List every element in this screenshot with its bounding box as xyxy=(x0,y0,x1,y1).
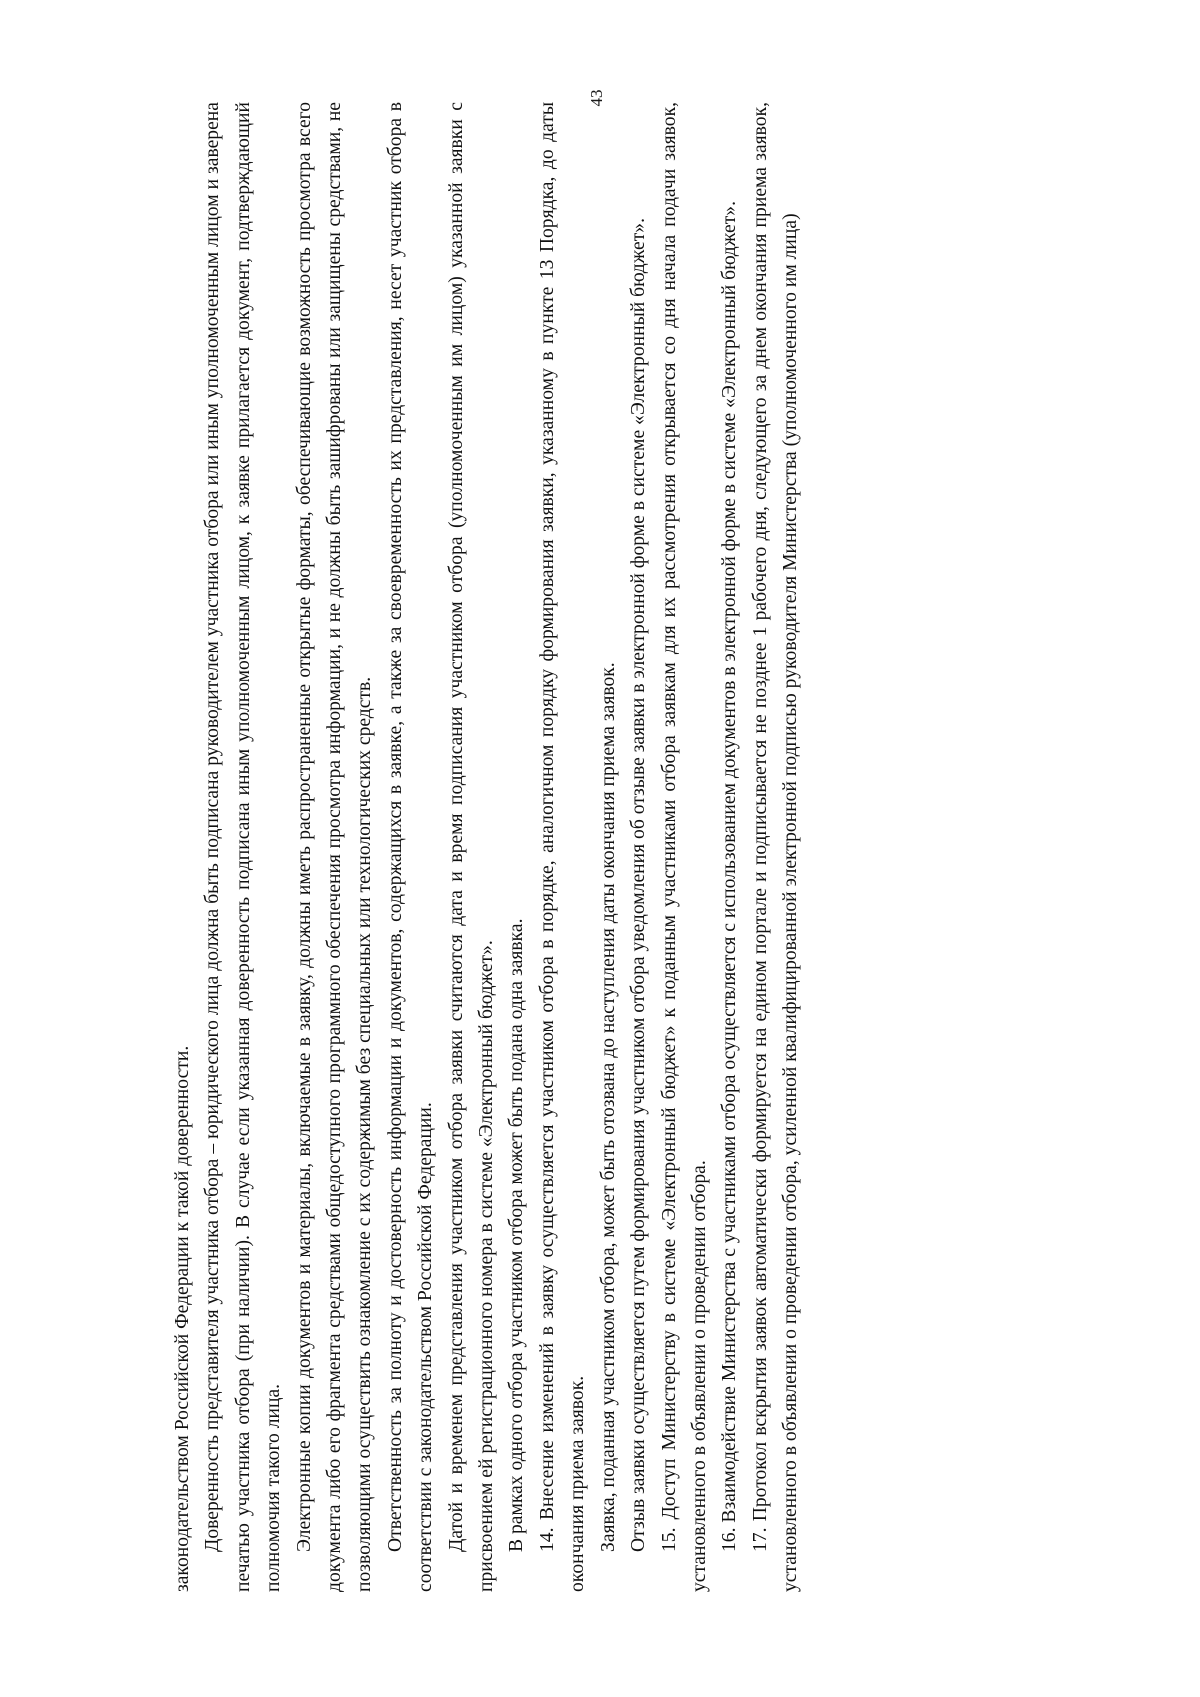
paragraph-item-16: 16. Взаимодействие Министерства с участниками отбора осуществляется с использованием документов в электронной форме в системе «Электронный бюджет». xyxy=(719,201,741,1552)
paragraph-continuation: законодательством Российской Федерации к такой доверенности. xyxy=(172,1045,193,1592)
rotated-text-block xyxy=(168,102,1018,1592)
document-body xyxy=(168,102,1018,1592)
paragraph-one-application: В рамках одного отбора участником отбора может быть подана одна заявка. xyxy=(506,918,528,1552)
paragraph-electronic-copies: Электронные копии документов и материалы, включаемые в заявку, должны иметь распространенные открытые форматы, обеспечивающие возможность просмотра всего документа либо его фрагмента средствами общедоступного программного обеспечения просмотра информации, и не должны быть зашифрованы или защищены средствами, не позволяющими осуществить ознакомление с их содержимым без специальных или технологических средств. xyxy=(293,102,376,1592)
paragraph-withdrawal-notice: Отзыв заявки осуществляется путем формирования участником отбора уведомления об отзыве заявки в электронной форме в системе «Электронный бюджет». xyxy=(628,218,650,1552)
paragraph-responsibility: Ответственность за полноту и достоверность информации и документов, содержащихся в заявке, а также за своевременность их представления, несет участник отбора в соответствии с законодательством Российской Федерации. xyxy=(384,102,437,1592)
paragraph-submission-date: Датой и временем представления участником отбора заявки считаются дата и время подписания участником отбора (уполномоченным им лицом) указанной заявки с присвоением ей регистрационного номера в системе «Электронный бюджет». xyxy=(445,102,498,1592)
paragraph-power-of-attorney: Доверенность представителя участника отбора – юридического лица должна быть подписана руководителем участника отбора или иным уполномоченным лицом и заверена печатью участника отбора (при наличии). В случае если указанная доверенность подписана иным уполномоченным лицом, к заявке прилагается документ, подтверждающий полномочия такого лица. xyxy=(202,102,285,1592)
paragraph-item-15: 15. Доступ Министерству в системе «Электронный бюджет» к поданным участниками отбора заявкам для их рассмотрения открывается со дня начала подачи заявок, установленного в объявлении о проведении отбора. xyxy=(658,102,710,1592)
paragraph-item-17: 17. Протокол вскрытия заявок автоматически формируется на едином портале и подписывается не позднее 1 рабочего дня, следующего за днем окончания приема заявок, установленного в объявлении о проведении отбора, усиленной квалифицированной электронной подписью руководителя Министерства (уполномоченного им лица) xyxy=(749,102,802,1592)
page-number: 43 xyxy=(587,89,606,107)
paragraph-item-14: 14. Внесение изменений в заявку осуществляется участником отбора в порядке, аналогичном порядку формирования заявки, указанному в пункте 13 Порядка, до даты окончания приема заявок. xyxy=(536,102,589,1592)
paragraph-withdrawal: Заявка, поданная участником отбора, может быть отозвана до наступления даты окончания приема заявок. xyxy=(597,662,619,1552)
